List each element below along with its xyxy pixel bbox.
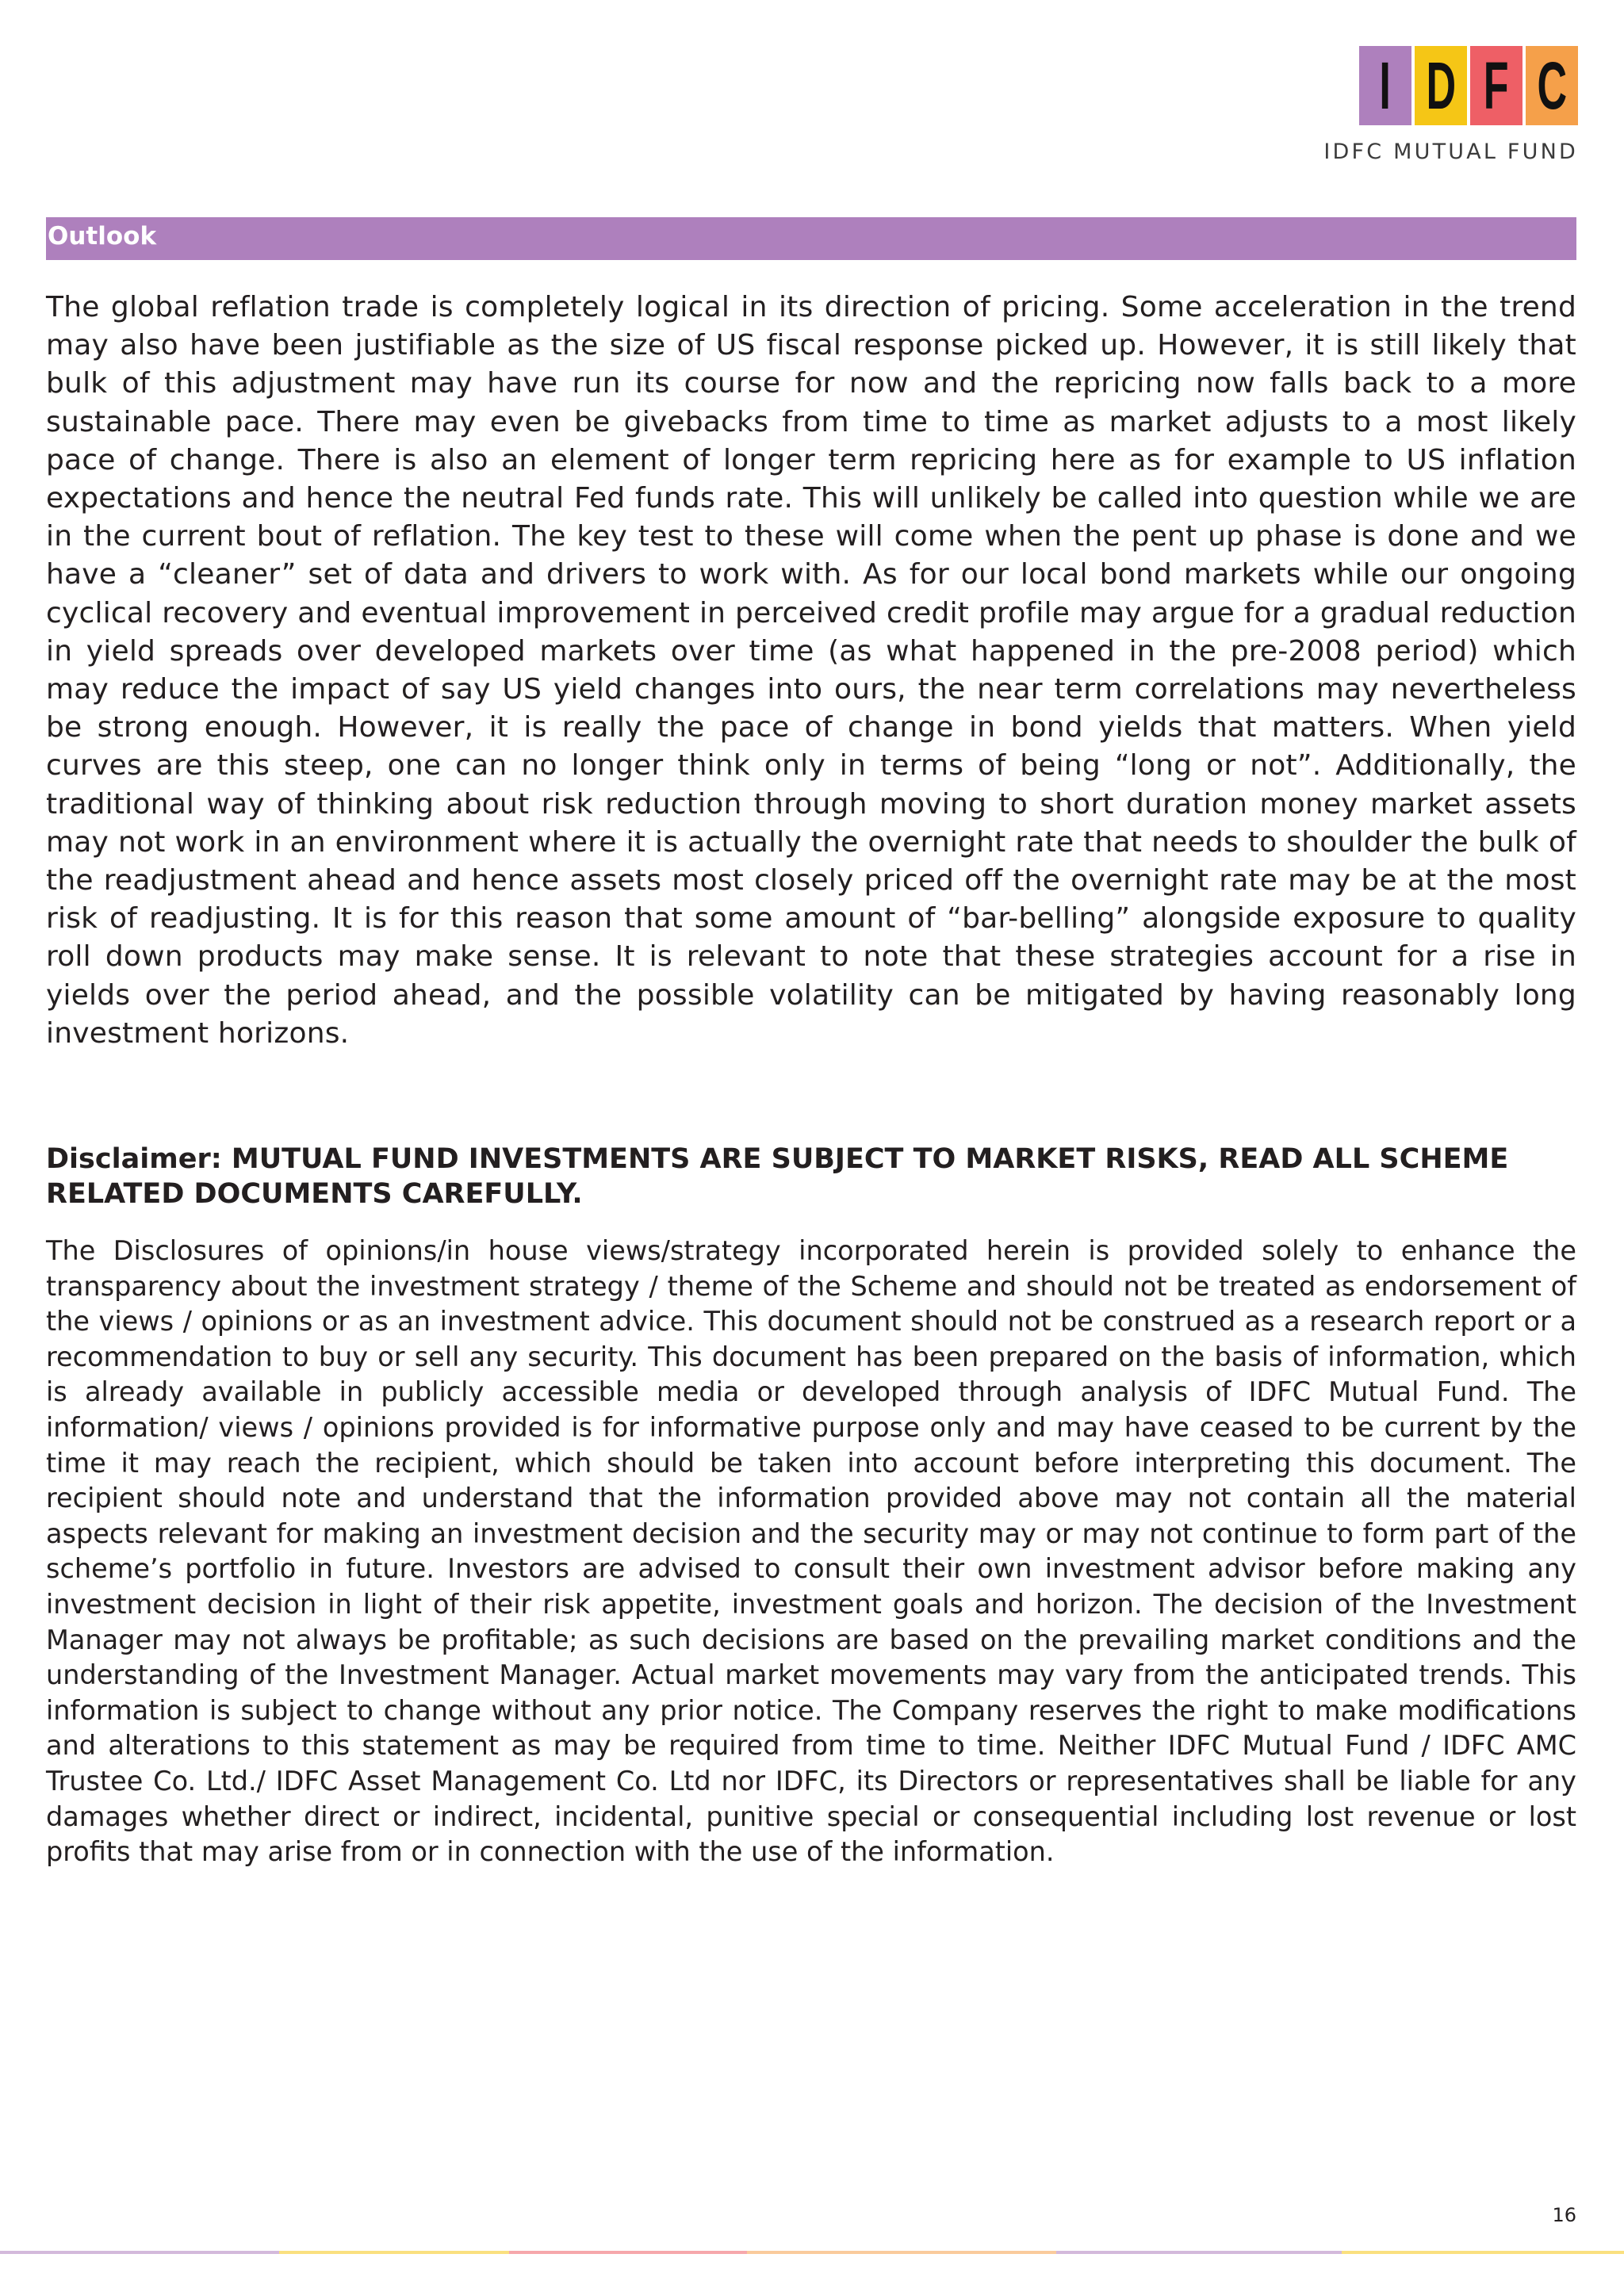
footer-strip-segment <box>747 2251 1056 2254</box>
footer-strip-segment <box>1056 2251 1342 2254</box>
footer-strip-segment <box>0 2251 279 2254</box>
page-number: 16 <box>1552 2204 1576 2226</box>
logo-block-c: C <box>1526 46 1578 125</box>
footer-strip-segment <box>509 2251 747 2254</box>
disclaimer-body-text: The Disclosures of opinions/in house views/strategy incorporated herein is provided solely to enhance the transparency about the investment strategy / theme of the Scheme and should not be treated as endorsement of the views / opinions or as an investment advice. This document should not be construed as a research report or a recommendation to buy or sell any security. This document has been prepared on the basis of information, which is already available in publicly accessible media or developed through analysis of IDFC Mutual Fund. The information/ views / opinions provided is for informative purpose only and may have ceased to be current by the time it may reach the recipient, which should be taken into account before interpreting this document. The recipient should note and understand that the information provided above may not contain all the material aspects relevant for making an investment decision and the security may or may not continue to form part of the scheme’s portfolio in future. Investors are advised to consult their own investment advisor before making any investment decision in light of their risk appetite, investment goals and horizon. The decision of the Investment Manager may not always be profitable; as such decisions are based on the prevailing market conditions and the understanding of the Investment Manager. Actual market movements may vary from the anticipated trends. This information is subject to change without any prior notice. The Company reserves the right to make modifications and alterations to this statement as may be required from time to time. Neither IDFC Mutual Fund / IDFC AMC Trustee Co. Ltd./ IDFC Asset Management Co. Ltd nor IDFC, its Directors or representatives shall be liable for any damages whether direct or indirect, incidental, punitive special or consequential including lost revenue or lost profits that may arise from or in connection with the use of the information. <box>46 1235 1576 1868</box>
logo-block-f: F <box>1470 46 1522 125</box>
logo-caption: IDFC MUTUAL FUND <box>1323 140 1578 164</box>
footer-strip-segment <box>1342 2251 1624 2254</box>
outlook-section-bar <box>46 217 1576 260</box>
disclaimer-heading <box>46 1142 1576 1211</box>
disclaimer-lead: Disclaimer: <box>46 1143 222 1175</box>
footer-color-strip <box>0 2251 1624 2254</box>
logo-letter-blocks <box>1293 46 1578 125</box>
disclaimer-heading-text: MUTUAL FUND INVESTMENTS ARE SUBJECT TO MARKET RISKS, READ ALL SCHEME RELATED DOCUMENTS CAREFULLY. <box>46 1143 1509 1210</box>
logo-block-i: I <box>1359 46 1411 125</box>
logo-block-d: D <box>1415 46 1467 125</box>
footer-strip-segment <box>279 2251 509 2254</box>
outlook-body-text: The global reflation trade is completely logical in its direction of pricing. Some acceleration in the trend may also have been justifiable as the size of US fiscal response picked up. However, it is still likely that bulk of this adjustment may have run its course for now and the repricing now falls back to a more sustainable pace. There may even be givebacks from time to time as market adjusts to a most likely pace of change. There is also an element of longer term repricing here as for example to US inflation expectations and hence the neutral Fed funds rate. This will unlikely be called into question while we are in the current bout of reflation. The key test to these will come when the pent up phase is done and we have a “cleaner” set of data and drivers to work with. As for our local bond markets while our ongoing cyclical recovery and eventual improvement in perceived credit profile may argue for a gradual reduction in yield spreads over developed markets over time (as what happened in the pre-2008 period) which may reduce the impact of say US yield changes into ours, the near term correlations may nevertheless be strong enough. However, it is really the pace of change in bond yields that matters. When yield curves are this steep, one can no longer think only in terms of being “long or not”. Additionally, the traditional way of thinking about risk reduction through moving to short duration money market assets may not work in an environment where it is actually the overnight rate that needs to shoulder the bulk of the readjustment ahead and hence assets most closely priced off the overnight rate may be at the most risk of readjusting. It is for this reason that some amount of “bar-belling” alongside exposure to quality roll down products may make sense. It is relevant to note that these strategies account for a rise in yields over the period ahead, and the possible volatility can be mitigated by having reasonably long investment horizons. <box>46 291 1576 1050</box>
outlook-section-title: Outlook <box>48 222 157 251</box>
idfc-logo <box>1293 46 1578 165</box>
